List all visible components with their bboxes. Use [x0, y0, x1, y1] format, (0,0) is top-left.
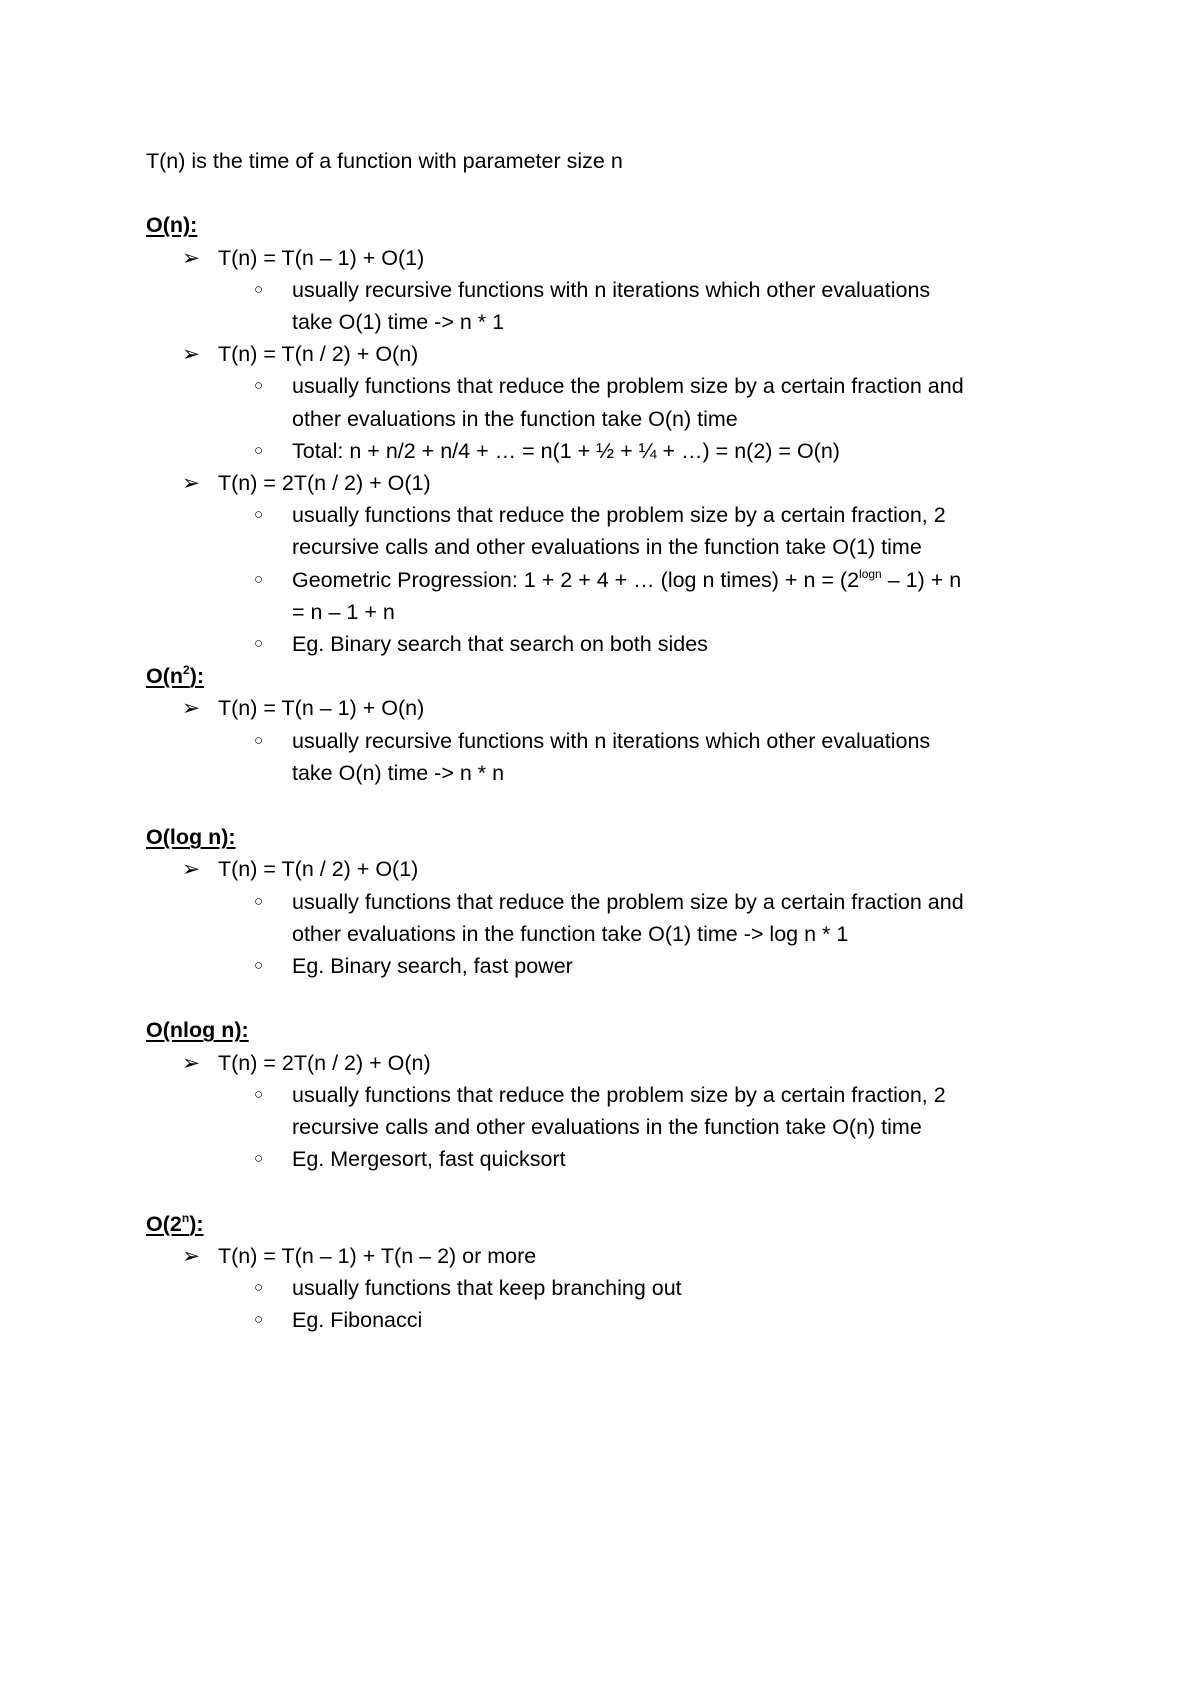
explanation-text: usually functions that reduce the problem size by a certain fraction, 2: [292, 1082, 946, 1107]
explanation-text: usually recursive functions with n iterations which other evaluations: [292, 728, 931, 753]
explanation-continuation: recursive calls and other evaluations in the function take O(1) time: [292, 535, 922, 560]
explanation-text: Eg. Binary search that search on both sides: [292, 632, 708, 657]
recurrence-item: [146, 1240, 1086, 1272]
explanation-text: usually recursive functions with n iterations which other evaluations: [292, 277, 931, 302]
circle-bullet-icon: ○: [254, 1150, 264, 1168]
explanation-item: [146, 564, 1086, 596]
arrow-bullet-icon: ➢: [182, 1050, 201, 1075]
recurrence-formula: T(n) = T(n – 1) + O(1): [218, 245, 425, 270]
explanation-item: [146, 1079, 1086, 1111]
recurrence-item: [146, 338, 1086, 370]
explanation-continuation: take O(1) time -> n * 1: [292, 310, 505, 334]
circle-bullet-icon: ○: [254, 731, 264, 749]
circle-bullet-icon: ○: [254, 892, 264, 910]
arrow-bullet-icon: ➢: [182, 471, 201, 496]
circle-bullet-icon: ○: [254, 1085, 264, 1103]
arrow-bullet-icon: ➢: [182, 342, 201, 367]
spacer: [146, 789, 1086, 821]
recurrence-formula: T(n) = T(n – 1) + O(n): [218, 696, 425, 721]
explanation-item: [146, 1272, 1086, 1304]
circle-bullet-icon: ○: [254, 957, 264, 975]
superscript: 2: [183, 663, 190, 678]
recurrence-formula: T(n) = T(n – 1) + T(n – 2) or more: [218, 1243, 537, 1268]
explanation-item: [146, 886, 1086, 918]
explanation-item: [146, 1143, 1086, 1175]
section-heading-o-n-squared: [146, 660, 1086, 692]
heading-text: ):: [189, 664, 205, 689]
intro-line: T(n) is the time of a function with parameter size n: [146, 149, 623, 173]
circle-bullet-icon: ○: [254, 1311, 264, 1329]
section-heading-o-2-to-n: [146, 1208, 1086, 1240]
heading-text: O(n: [146, 664, 184, 689]
explanation-text: Eg. Mergesort, fast quicksort: [292, 1147, 566, 1172]
spacer: [146, 982, 1086, 1014]
arrow-bullet-icon: ➢: [182, 857, 201, 882]
circle-bullet-icon: ○: [254, 377, 264, 395]
section-heading-o-n: O(n):: [146, 213, 198, 238]
explanation-item: [146, 1304, 1086, 1336]
explanation-text: Eg. Binary search, fast power: [292, 954, 573, 979]
explanation-item: [146, 628, 1086, 660]
circle-bullet-icon: ○: [254, 1279, 264, 1297]
explanation-item: [146, 435, 1086, 467]
explanation-continuation: recursive calls and other evaluations in the function take O(n) time: [292, 1115, 922, 1140]
recurrence-item: [146, 853, 1086, 885]
recurrence-formula: T(n) = 2T(n / 2) + O(1): [218, 471, 431, 496]
superscript: logn: [859, 566, 882, 581]
explanation-continuation: = n – 1 + n: [292, 599, 395, 624]
explanation-text: usually functions that keep branching out: [292, 1276, 682, 1301]
explanation-item: [146, 950, 1086, 982]
explanation-text: Eg. Fibonacci: [292, 1308, 423, 1333]
circle-bullet-icon: ○: [254, 280, 264, 298]
spacer: [146, 1175, 1086, 1207]
explanation-item: [146, 499, 1086, 531]
heading-text: O(2: [146, 1211, 182, 1236]
circle-bullet-icon: ○: [254, 635, 264, 653]
explanation-item: [146, 725, 1086, 757]
explanation-text-part: Geometric Progression: 1 + 2 + 4 + … (log n times) + n = (2: [292, 567, 860, 592]
recurrence-formula: T(n) = T(n / 2) + O(1): [218, 857, 419, 882]
section-heading-o-n-log-n: O(nlog n):: [146, 1018, 249, 1043]
explanation-text: [292, 568, 961, 592]
recurrence-item: [146, 692, 1086, 724]
explanation-text-part: – 1) + n: [881, 567, 962, 592]
recurrence-formula: T(n) = T(n / 2) + O(n): [218, 342, 419, 367]
recurrence-formula: T(n) = 2T(n / 2) + O(n): [218, 1050, 431, 1075]
circle-bullet-icon: ○: [254, 506, 264, 524]
arrow-bullet-icon: ➢: [182, 1243, 201, 1268]
explanation-continuation: other evaluations in the function take O(1) time -> log n * 1: [292, 921, 849, 946]
explanation-text: usually functions that reduce the problem size by a certain fraction, 2: [292, 503, 946, 528]
explanation-continuation: take O(n) time -> n * n: [292, 760, 505, 785]
heading-text: ):: [189, 1211, 204, 1236]
explanation-item: [146, 274, 1086, 306]
recurrence-item: [146, 467, 1086, 499]
superscript: n: [181, 1210, 190, 1225]
document-body: [146, 145, 1086, 1336]
arrow-bullet-icon: ➢: [182, 245, 201, 270]
circle-bullet-icon: ○: [254, 570, 264, 588]
explanation-continuation: other evaluations in the function take O(n) time: [292, 406, 738, 431]
circle-bullet-icon: ○: [254, 441, 264, 459]
recurrence-item: [146, 242, 1086, 274]
explanation-text: usually functions that reduce the problem size by a certain fraction and: [292, 889, 964, 914]
explanation-text: usually functions that reduce the problem size by a certain fraction and: [292, 374, 964, 399]
spacer: [146, 177, 1086, 209]
arrow-bullet-icon: ➢: [182, 696, 201, 721]
explanation-text: Total: n + n/2 + n/4 + … = n(1 + ½ + ¼ + …) = n(2) = O(n): [292, 438, 840, 463]
section-heading-o-log-n: O(log n):: [146, 825, 236, 850]
explanation-item: [146, 370, 1086, 402]
recurrence-item: [146, 1047, 1086, 1079]
